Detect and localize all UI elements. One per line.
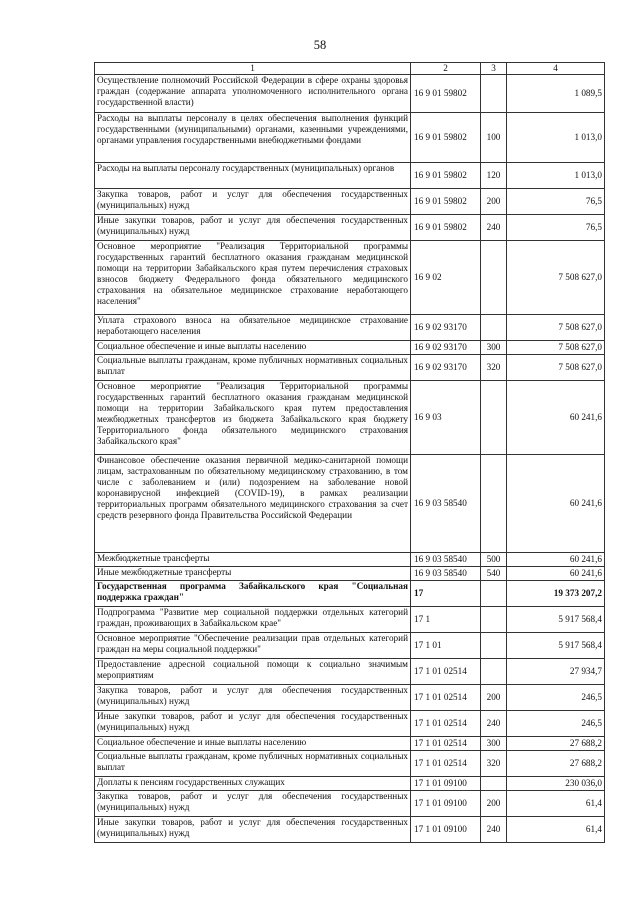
row-code-cell: 17 1 01 02514	[411, 737, 481, 751]
row-expense-type-cell	[481, 381, 507, 455]
row-name-cell: Закупка товаров, работ и услуг для обеспечения государственных (муниципальных) нужд	[95, 791, 411, 817]
row-code-cell: 17 1 01 02514	[411, 751, 481, 777]
row-name-cell: Закупка товаров, работ и услуг для обеспечения государственных (муниципальных) нужд	[95, 189, 411, 215]
row-expense-type-cell: 200	[481, 685, 507, 711]
row-code-cell: 17 1 01 02514	[411, 659, 481, 685]
row-expense-type-cell	[481, 777, 507, 791]
row-expense-type-cell: 500	[481, 553, 507, 567]
row-amount-cell: 76,5	[507, 215, 605, 241]
row-name-cell: Социальные выплаты гражданам, кроме публичных нормативных социальных выплат	[95, 751, 411, 777]
row-name-cell: Финансовое обеспечение оказания первичной медико-санитарной помощи лицам, застрахованным по обязательному медицинскому страхованию, в том числе с заболеванием и (или) подозрением на заболевание новой коронавирусной инфекцией (COVID-19), в рамках реализации территориальных программ обязательного медицинского страхования за счет средств резервного фонда Правительства Российской Федерации	[95, 455, 411, 553]
table-row	[95, 817, 605, 843]
table-row	[95, 455, 605, 553]
table-row	[95, 315, 605, 341]
row-expense-type-cell	[481, 659, 507, 685]
table-row	[95, 751, 605, 777]
row-name-cell: Основное мероприятие "Реализация Территориальной программы государственных гарантий бесплатного оказания гражданам медицинской помощи на территории Забайкальского края путем перечисления страховых взносов бюджету Федерального фонда обязательного медицинского страхования на обязательное медицинское страхование неработающего населения"	[95, 241, 411, 315]
row-expense-type-cell: 120	[481, 163, 507, 189]
row-amount-cell: 246,5	[507, 685, 605, 711]
table-body	[95, 63, 605, 843]
row-amount-cell: 61,4	[507, 817, 605, 843]
row-expense-type-cell	[481, 315, 507, 341]
table-row	[95, 341, 605, 355]
row-name-cell: Закупка товаров, работ и услуг для обеспечения государственных (муниципальных) нужд	[95, 685, 411, 711]
row-amount-cell: 19 373 207,2	[507, 581, 605, 607]
row-code-cell: 16 9 01 59802	[411, 75, 481, 113]
row-code-cell: 17 1 01 02514	[411, 685, 481, 711]
row-name-cell: Социальное обеспечение и иные выплаты населению	[95, 341, 411, 355]
table-row	[95, 75, 605, 113]
row-name-cell: Расходы на выплаты персоналу в целях обеспечения выполнения функций государственными (муниципальными) органами, казенными учреждениями, органами управления государственными внебюджетными фондами	[95, 113, 411, 163]
table-row	[95, 553, 605, 567]
row-expense-type-cell: 240	[481, 215, 507, 241]
table-row	[95, 777, 605, 791]
row-amount-cell: 7 508 627,0	[507, 355, 605, 381]
row-code-cell: 17 1 01 09100	[411, 791, 481, 817]
row-name-cell: Иные закупки товаров, работ и услуг для обеспечения государственных (муниципальных) нужд	[95, 215, 411, 241]
row-name-cell: Государственная программа Забайкальского края "Социальная поддержка граждан"	[95, 581, 411, 607]
column-header-name: 1	[95, 63, 411, 75]
table-row	[95, 241, 605, 315]
row-name-cell: Иные закупки товаров, работ и услуг для обеспечения государственных (муниципальных) нужд	[95, 817, 411, 843]
row-code-cell: 17	[411, 581, 481, 607]
row-code-cell: 17 1 01 09100	[411, 817, 481, 843]
row-name-cell: Подпрограмма "Развитие мер социальной поддержки отдельных категорий граждан, проживающих в Забайкальском крае"	[95, 607, 411, 633]
table-row	[95, 163, 605, 189]
row-code-cell: 16 9 01 59802	[411, 215, 481, 241]
row-name-cell: Осуществление полномочий Российской Федерации в сфере охраны здоровья граждан (содержание аппарата уполномоченного исполнительного органа государственной власти)	[95, 75, 411, 113]
row-name-cell: Социальное обеспечение и иные выплаты населению	[95, 737, 411, 751]
table-row	[95, 355, 605, 381]
row-name-cell: Уплата страхового взноса на обязательное медицинское страхование неработающего населения	[95, 315, 411, 341]
row-amount-cell: 5 917 568,4	[507, 633, 605, 659]
row-amount-cell: 230 036,0	[507, 777, 605, 791]
row-amount-cell: 5 917 568,4	[507, 607, 605, 633]
table-row	[95, 215, 605, 241]
row-expense-type-cell	[481, 581, 507, 607]
table-row	[95, 633, 605, 659]
table-row	[95, 381, 605, 455]
row-code-cell: 16 9 03 58540	[411, 553, 481, 567]
table-row	[95, 113, 605, 163]
row-expense-type-cell: 300	[481, 341, 507, 355]
table-row	[95, 737, 605, 751]
row-amount-cell: 27 688,2	[507, 737, 605, 751]
column-header-code: 2	[411, 63, 481, 75]
row-expense-type-cell: 240	[481, 817, 507, 843]
row-code-cell: 16 9 01 59802	[411, 113, 481, 163]
row-name-cell: Предоставление адресной социальной помощи к социально значимым мероприятиям	[95, 659, 411, 685]
row-amount-cell: 60 241,6	[507, 455, 605, 553]
table-row	[95, 685, 605, 711]
row-code-cell: 16 9 03 58540	[411, 567, 481, 581]
row-amount-cell: 60 241,6	[507, 567, 605, 581]
row-name-cell: Межбюджетные трансферты	[95, 553, 411, 567]
table-header-row	[95, 63, 605, 75]
row-code-cell: 17 1	[411, 607, 481, 633]
row-expense-type-cell	[481, 607, 507, 633]
row-code-cell: 16 9 02 93170	[411, 341, 481, 355]
row-code-cell: 16 9 02	[411, 241, 481, 315]
row-name-cell: Иные закупки товаров, работ и услуг для обеспечения государственных (муниципальных) нужд	[95, 711, 411, 737]
row-expense-type-cell: 200	[481, 791, 507, 817]
row-amount-cell: 27 934,7	[507, 659, 605, 685]
row-code-cell: 16 9 03 58540	[411, 455, 481, 553]
row-expense-type-cell: 540	[481, 567, 507, 581]
row-code-cell: 16 9 01 59802	[411, 189, 481, 215]
column-header-amount: 4	[507, 63, 605, 75]
row-name-cell: Основное мероприятие "Реализация Территориальной программы государственных гарантий бесплатного оказания гражданам медицинской помощи на территории Забайкальского края путем предоставления межбюджетных трансфертов из бюджета Забайкальского края бюджету Территориального фонда обязательного медицинского страхования Забайкальского края"	[95, 381, 411, 455]
row-code-cell: 17 1 01	[411, 633, 481, 659]
row-expense-type-cell: 240	[481, 711, 507, 737]
table-row	[95, 189, 605, 215]
row-amount-cell: 1 013,0	[507, 113, 605, 163]
row-expense-type-cell: 320	[481, 751, 507, 777]
row-expense-type-cell: 320	[481, 355, 507, 381]
row-amount-cell: 246,5	[507, 711, 605, 737]
row-name-cell: Иные межбюджетные трансферты	[95, 567, 411, 581]
row-expense-type-cell	[481, 75, 507, 113]
page-number: 58	[313, 38, 327, 52]
row-amount-cell: 7 508 627,0	[507, 315, 605, 341]
row-amount-cell: 7 508 627,0	[507, 341, 605, 355]
column-header-expense-type: 3	[481, 63, 507, 75]
table-row	[95, 711, 605, 737]
row-name-cell: Доплаты к пенсиям государственных служащих	[95, 777, 411, 791]
row-amount-cell: 76,5	[507, 189, 605, 215]
budget-table	[94, 62, 605, 843]
row-amount-cell: 7 508 627,0	[507, 241, 605, 315]
row-amount-cell: 27 688,2	[507, 751, 605, 777]
row-amount-cell: 61,4	[507, 791, 605, 817]
row-amount-cell: 1 089,5	[507, 75, 605, 113]
table-row	[95, 607, 605, 633]
table-row	[95, 791, 605, 817]
row-code-cell: 17 1 01 02514	[411, 711, 481, 737]
row-code-cell: 17 1 01 09100	[411, 777, 481, 791]
table-row	[95, 567, 605, 581]
row-expense-type-cell	[481, 455, 507, 553]
row-code-cell: 16 9 01 59802	[411, 163, 481, 189]
row-name-cell: Социальные выплаты гражданам, кроме публичных нормативных социальных выплат	[95, 355, 411, 381]
row-name-cell: Основное мероприятие "Обеспечение реализации прав отдельных категорий граждан на меры социальной поддержки"	[95, 633, 411, 659]
row-name-cell: Расходы на выплаты персоналу государственных (муниципальных) органов	[95, 163, 411, 189]
row-code-cell: 16 9 03	[411, 381, 481, 455]
row-expense-type-cell	[481, 633, 507, 659]
row-amount-cell: 1 013,0	[507, 163, 605, 189]
row-code-cell: 16 9 02 93170	[411, 355, 481, 381]
row-amount-cell: 60 241,6	[507, 381, 605, 455]
row-amount-cell: 60 241,6	[507, 553, 605, 567]
row-expense-type-cell: 300	[481, 737, 507, 751]
row-expense-type-cell: 200	[481, 189, 507, 215]
table-row	[95, 659, 605, 685]
table-row	[95, 581, 605, 607]
row-expense-type-cell	[481, 241, 507, 315]
row-expense-type-cell: 100	[481, 113, 507, 163]
row-code-cell: 16 9 02 93170	[411, 315, 481, 341]
